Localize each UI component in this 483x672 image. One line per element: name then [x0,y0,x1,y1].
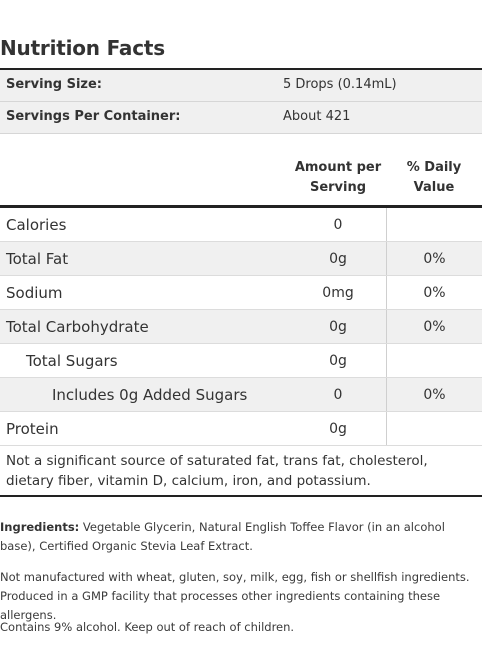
nutrient-dv: 0% [423,251,446,267]
nutrient-dv-cell [386,378,482,411]
nutrient-row-protein [0,412,482,446]
nutrient-amount: 0mg [322,285,354,301]
nutrient-dv: 0% [423,387,446,403]
amount-header-line2: Serving [309,180,367,195]
amount-header-line1: Amount per [294,160,382,175]
allergen-statement: Not manufactured with wheat, gluten, soy, milk, egg, fish or shellfish ingredients. Produced in a GMP facility that processes other ingredients containing these allergens. [0,570,470,622]
nutrient-row-total-fat [0,242,482,276]
serving-size-value: 5 Drops (0.14mL) [283,77,397,92]
servings-per-container-row [0,102,482,134]
nutrient-dv: 0% [423,319,446,335]
nutrient-row-total-sugars [0,344,482,378]
dv-header-line2: Value [413,180,455,195]
nutrient-amount: 0g [329,421,347,437]
nutrient-dv-cell [386,208,482,241]
nutrient-row-added-sugars [0,378,482,412]
nutrient-amount: 0g [329,319,347,335]
nutrient-name: Total Carbohydrate [6,318,149,336]
dv-header-line1: % Daily [406,160,462,175]
nutrient-name: Calories [6,216,67,234]
ingredients-text: Vegetable Glycerin, Natural English Toffee Flavor (in an alcohol base), Certified Organic Stevia Leaf Extract. [0,520,445,553]
bottom-thick-rule [0,495,482,497]
nutrition-facts-title: Nutrition Facts [0,36,165,60]
serving-size-label: Serving Size: [6,77,103,92]
nutrient-amount: 0g [329,353,347,369]
servings-per-container-label: Servings Per Container: [6,109,181,124]
nutrient-dv-cell [386,344,482,377]
nutrient-amount: 0 [333,387,343,403]
nutrient-name: Total Fat [6,250,69,268]
nutrient-dv-cell [386,242,482,275]
amount-per-serving-header [290,158,386,198]
serving-size-row [0,70,482,102]
nutrient-row-calories [0,208,482,242]
daily-value-header [386,158,482,198]
nutrient-dv-cell [386,310,482,343]
nutrient-name: Protein [6,420,59,438]
nutrient-row-total-carbohydrate [0,310,482,344]
nutrient-amount: 0 [333,217,343,233]
ingredients-paragraph [0,518,480,556]
alcohol-warning: Contains 9% alcohol. Keep out of reach of children. [0,620,295,634]
nutrient-dv-cell [386,412,482,445]
nutrient-name: Total Sugars [26,352,118,370]
nutrient-row-sodium [0,276,482,310]
nutrient-amount: 0g [329,251,347,267]
nutrient-dv: 0% [423,285,446,301]
nutrient-dv-cell [386,276,482,309]
nutrient-name: Includes 0g Added Sugars [52,386,248,404]
servings-per-container-value: About 421 [283,109,351,124]
nutrient-name: Sodium [6,284,63,302]
ingredients-label: Ingredients: [0,520,80,534]
nutrient-footnote: Not a significant source of saturated fat, trans fat, cholesterol, dietary fiber, vitamin D, calcium, iron, and potassium. [6,453,428,489]
